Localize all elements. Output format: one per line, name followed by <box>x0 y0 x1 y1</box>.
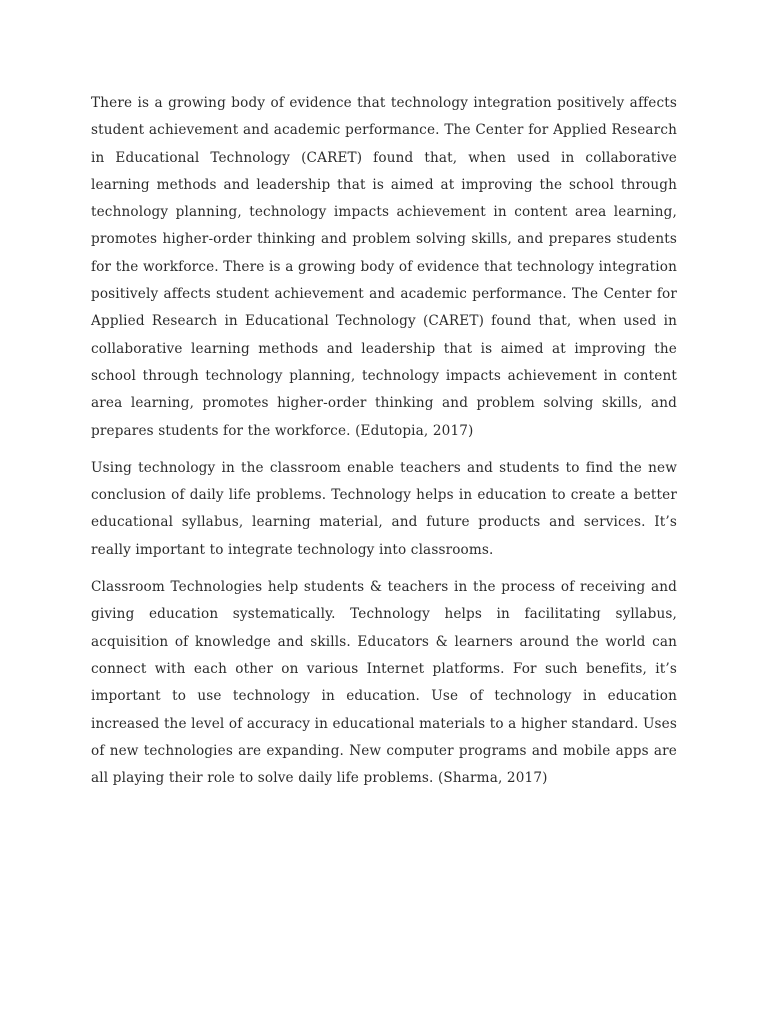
paragraph-3: Classroom Technologies help students & teachers in the process of receiving and giving education systematically. Technology helps in facilitating syllabus, acquisition of knowledge and skills. Educators & learners around the world can connect with each other on various Internet platforms. For such benefits, it’s important to use technology in education. Use of technology in education increased the level of accuracy in educational materials to a higher standard. Uses of new technologies are expanding. New computer programs and mobile apps are all playing their role to solve daily life problems. (Sharma, 2017) <box>91 579 677 787</box>
paragraph-1: There is a growing body of evidence that technology integration positively affects student achievement and academic performance. The Center for Applied Research in Educational Technology (CARET) found that, when used in collaborative learning methods and leadership that is aimed at improving the school through technology planning, technology impacts achievement in content area learning, promotes higher-order thinking and problem solving skills, and prepares students for the workforce. There is a growing body of evidence that technology integration positively affects student achievement and academic performance. The Center for Applied Research in Educational Technology (CARET) found that, when used in collaborative learning methods and leadership that is aimed at improving the school through technology planning, technology impacts achievement in content area learning, promotes higher-order thinking and problem solving skills, and prepares students for the workforce. (Edutopia, 2017) <box>91 95 677 439</box>
document-body <box>91 90 677 802</box>
paragraph-2: Using technology in the classroom enable teachers and students to find the new conclusion of daily life problems. Technology helps in education to create a better educational syllabus, learning material, and future products and services. It’s really important to integrate technology into classrooms. <box>91 459 677 558</box>
